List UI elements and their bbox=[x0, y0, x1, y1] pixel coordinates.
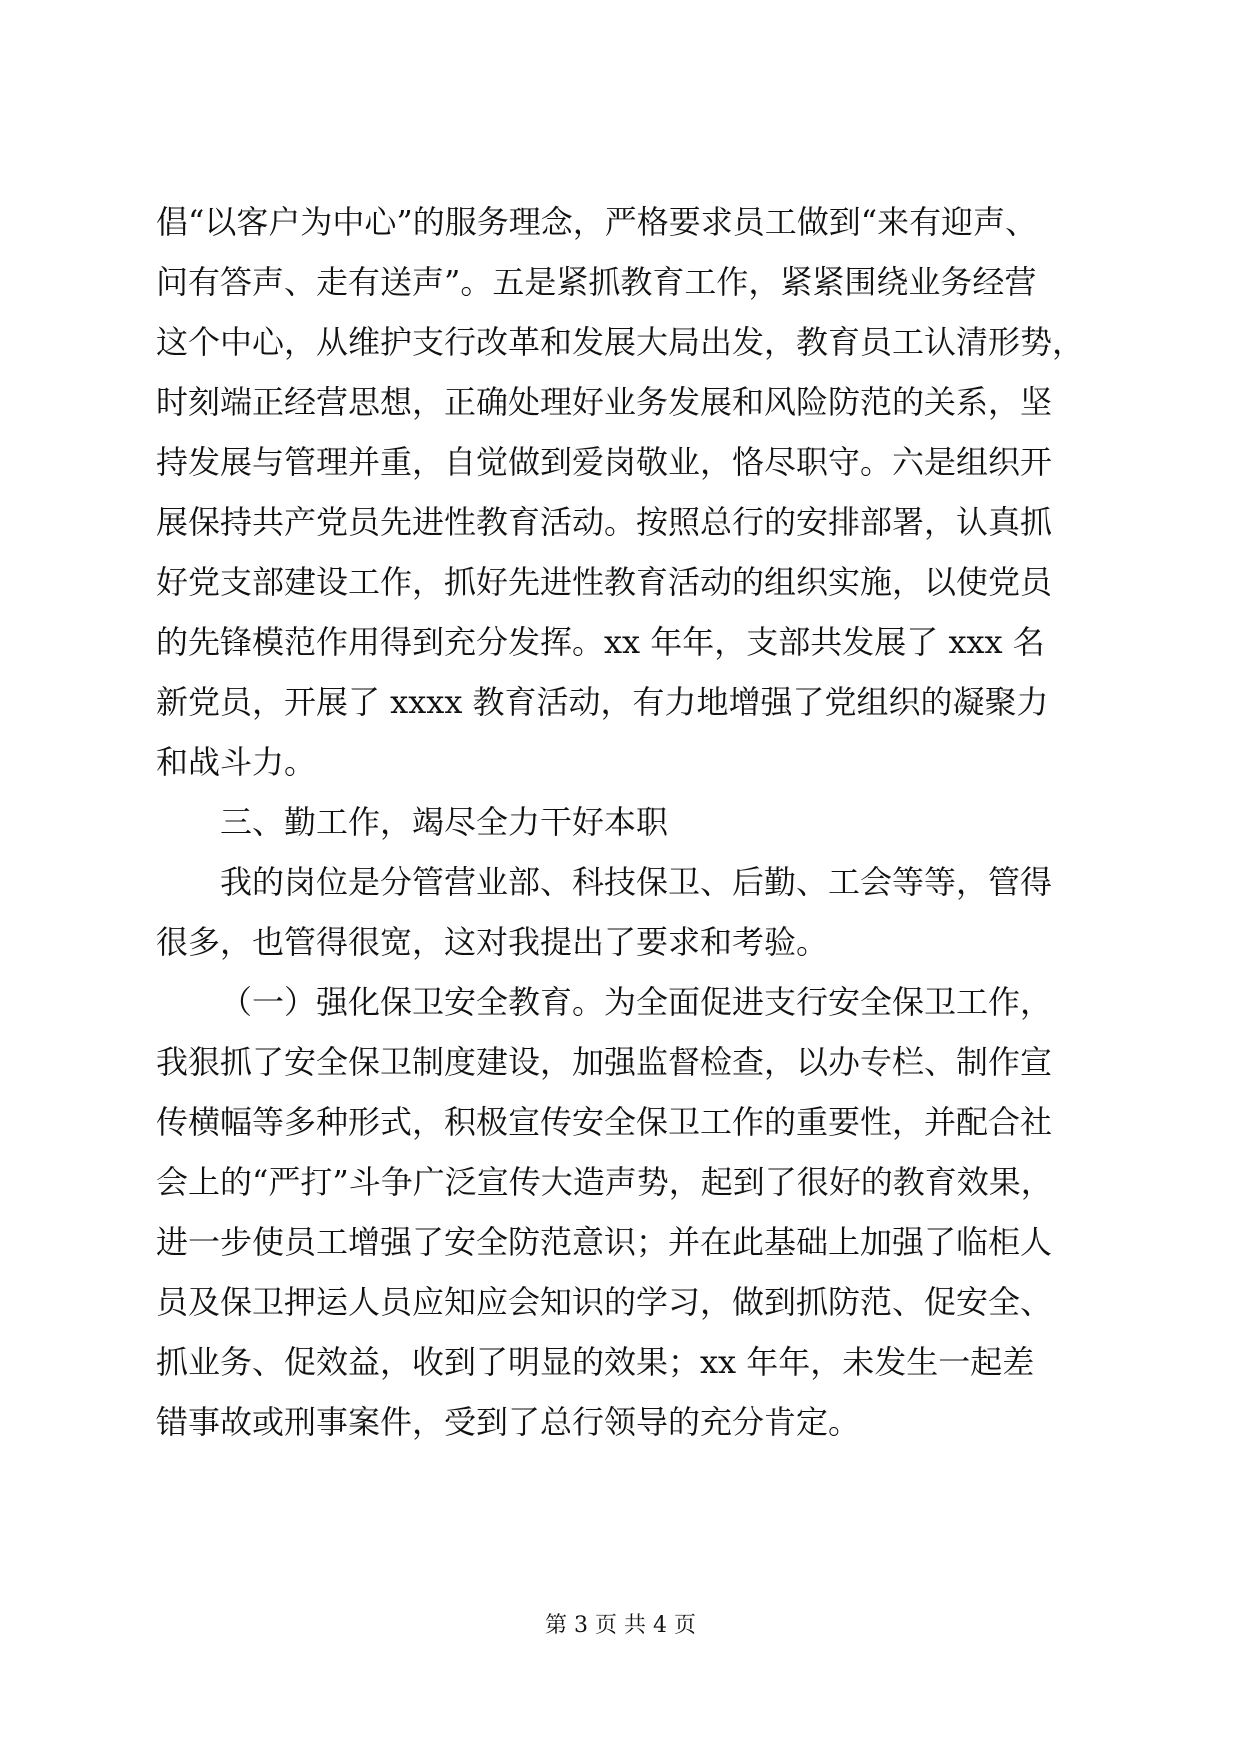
paragraph-line: 持发展与管理并重，自觉做到爱岗敬业，恪尽职守。六是组织开 bbox=[156, 443, 1053, 481]
section-heading: 三、勤工作，竭尽全力干好本职 bbox=[220, 803, 669, 841]
paragraph-line: 问有答声、走有送声”。五是紧抓教育工作，紧紧围绕业务经营 bbox=[156, 263, 1037, 301]
paragraph-line: 抓业务、促效益，收到了明显的效果；xx 年年，未发生一起差 bbox=[156, 1343, 1035, 1381]
subsection-line: （一）强化保卫安全教育。为全面促进支行安全保卫工作， bbox=[220, 983, 1053, 1021]
page-footer: 第 3 页 共 4 页 bbox=[545, 1613, 696, 1638]
paragraph-line: 好党支部建设工作，抓好先进性教育活动的组织实施，以使党员 bbox=[156, 563, 1053, 601]
paragraph-line: 时刻端正经营思想，正确处理好业务发展和风险防范的关系，坚 bbox=[156, 383, 1053, 421]
paragraph-line: 这个中心，从维护支行改革和发展大局出发，教育员工认清形势， bbox=[156, 323, 1085, 361]
paragraph-line: 传横幅等多种形式，积极宣传安全保卫工作的重要性，并配合社 bbox=[156, 1103, 1053, 1141]
paragraph-line: 会上的“严打”斗争广泛宣传大造声势，起到了很好的教育效果， bbox=[156, 1163, 1053, 1201]
paragraph-line: 我的岗位是分管营业部、科技保卫、后勤、工会等等，管得 bbox=[220, 863, 1053, 901]
paragraph-line: 展保持共产党员先进性教育活动。按照总行的安排部署，认真抓 bbox=[156, 503, 1053, 541]
paragraph-line: 的先锋模范作用得到充分发挥。xx 年年，支部共发展了 xxx 名 bbox=[156, 623, 1045, 661]
paragraph-line: 和战斗力。 bbox=[156, 743, 317, 781]
paragraph-line: 很多，也管得很宽，这对我提出了要求和考验。 bbox=[156, 923, 829, 961]
paragraph-line: 员及保卫押运人员应知应会知识的学习，做到抓防范、促安全、 bbox=[156, 1283, 1053, 1321]
paragraph-line: 错事故或刑事案件，受到了总行领导的充分肯定。 bbox=[156, 1403, 861, 1441]
paragraph-line: 我狠抓了安全保卫制度建设，加强监督检查，以办专栏、制作宣 bbox=[156, 1043, 1053, 1081]
paragraph-line: 进一步使员工增强了安全防范意识；并在此基础上加强了临柜人 bbox=[156, 1223, 1053, 1261]
paragraph-line: 新党员，开展了 xxxx 教育活动，有力地增强了党组织的凝聚力 bbox=[156, 683, 1049, 721]
paragraph-line: 倡“以客户为中心”的服务理念，严格要求员工做到“来有迎声、 bbox=[156, 203, 1038, 241]
